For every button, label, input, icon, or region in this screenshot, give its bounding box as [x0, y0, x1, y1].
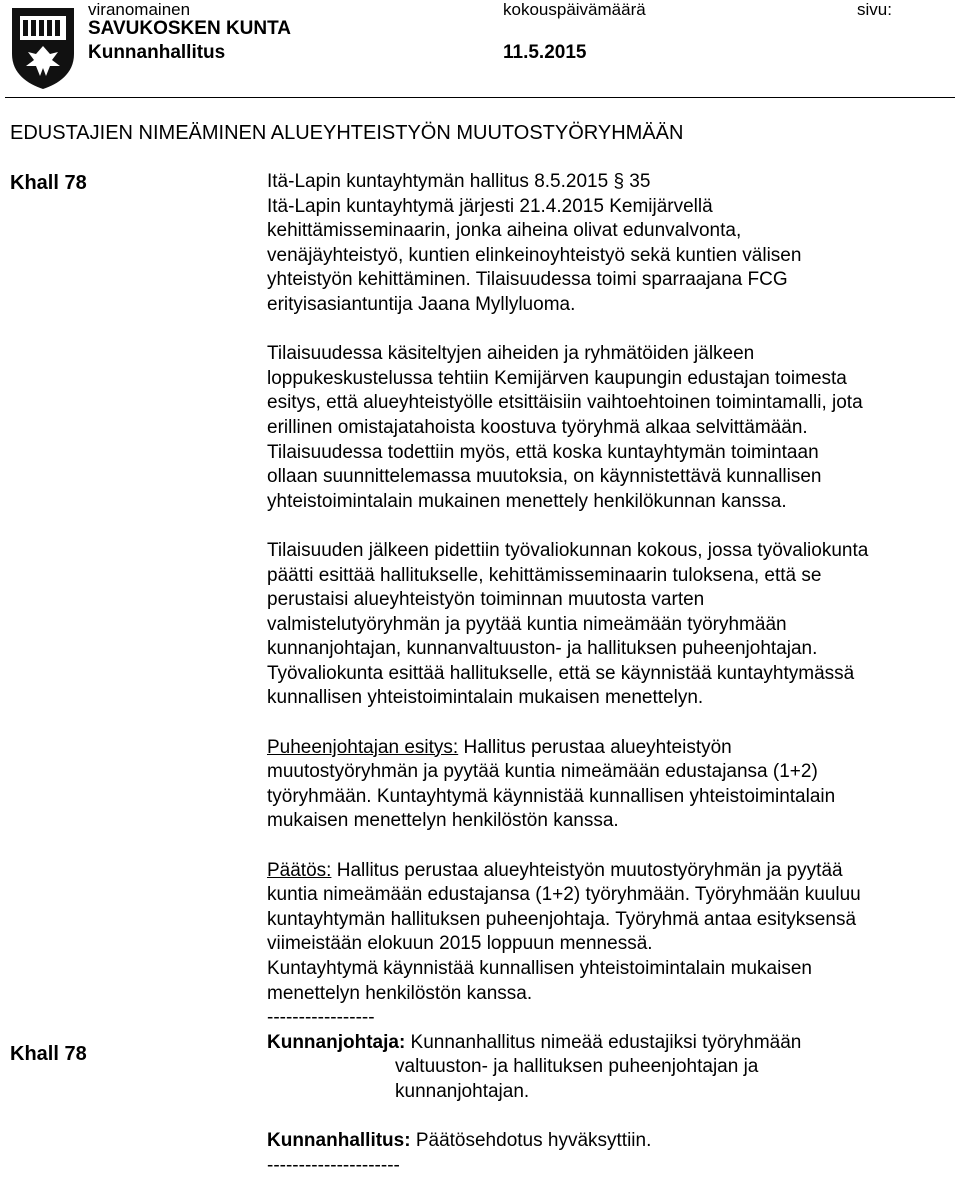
- document-body: [267, 170, 957, 1178]
- board-label: Kunnanhallitus:: [267, 1130, 411, 1152]
- text-line: Itä-Lapin kuntayhtymä järjesti 21.4.2015 Kemijärvellä: [267, 195, 713, 217]
- paragraph-discussion: [267, 342, 957, 514]
- text-line: perustaisi alueyhteistyön toiminnan muutosta varten: [267, 589, 705, 611]
- text-line: kunnanjohtajan, kunnanvaltuuston- ja hallituksen puheenjohtajan.: [267, 638, 818, 660]
- text-line: Itä-Lapin kuntayhtymän hallitus 8.5.2015 § 35: [267, 171, 651, 192]
- text-line: [267, 1129, 957, 1154]
- text-line: muutostyöryhmän ja pyytää kuntia nimeämään edustajansa (1+2): [267, 761, 818, 783]
- header-label-page: sivu:: [857, 0, 892, 19]
- text-line: Tilaisuuden jälkeen pidettiin työvaliokunnan kokous, jossa työvaliokunta: [267, 539, 869, 561]
- text-line: yhteistyön kehittäminen. Tilaisuudessa toimi sparraajana FCG: [267, 269, 788, 291]
- text-line: Tilaisuudessa käsiteltyjen aiheiden ja ryhmätöiden jälkeen: [267, 343, 755, 365]
- municipality-coat-of-arms-logo: [10, 6, 76, 90]
- text-line: päätti esittää hallitukselle, kehittämisseminaarin tuloksena, että se: [267, 564, 822, 586]
- text-line: kehittämisseminaarin, jonka aiheina olivat edunvalvonta,: [267, 220, 742, 242]
- text-line: erityisasiantuntija Jaana Myllyluoma.: [267, 293, 576, 315]
- paragraph-manager-proposal: [267, 1031, 957, 1105]
- section-label: Khall 78: [10, 172, 87, 194]
- text-line: valmistelutyöryhmän ja pyytää kuntia nimeämään työryhmään: [267, 613, 787, 635]
- decision-text: Hallitus perustaa alueyhteistyön muutostyöryhmän ja pyytää: [331, 859, 843, 881]
- text-line: kunnanjohtajan.: [395, 1080, 530, 1102]
- chair-proposal-text: Hallitus perustaa alueyhteistyön: [458, 736, 732, 758]
- document-title: EDUSTAJIEN NIMEÄMINEN ALUEYHTEISTYÖN MUUTOSTYÖRYHMÄÄN: [10, 122, 684, 144]
- paragraph-background: [267, 170, 957, 318]
- text-line: Työvaliokunta esittää hallitukselle, että se käynnistää kuntayhtymässä: [267, 662, 855, 684]
- meeting-date: 11.5.2015: [503, 42, 587, 63]
- paragraph-board-decision: [267, 1129, 957, 1178]
- text-line: ollaan suunnittelemassa muutoksia, on käynnistettävä kunnallisen: [267, 466, 822, 488]
- municipality-name: SAVUKOSKEN KUNTA: [88, 18, 292, 39]
- manager-label: Kunnanjohtaja:: [267, 1031, 406, 1053]
- paragraph-committee: [267, 539, 957, 711]
- text-line: loppukeskustelussa tehtiin Kemijärven kaupungin edustajan toimesta: [267, 367, 847, 389]
- section-label-2: Khall 78: [10, 1043, 87, 1065]
- text-line: yhteistoimintalain mukainen menettely henkilökunnan kanssa.: [267, 490, 787, 512]
- text-line: kunnallisen yhteistoimintalain mukaisen menettelyn.: [267, 687, 704, 709]
- header-label-official: viranomainen: [88, 0, 191, 19]
- text-line: [267, 859, 957, 884]
- text-line: Kuntayhtymä käynnistää kunnallisen yhteistoimintalain mukaisen: [267, 958, 812, 979]
- text-line: kuntia nimeämään edustajansa (1+2) työryhmään. Työryhmään kuuluu: [267, 884, 861, 906]
- text-line: esitys, että alueyhteistyölle etsittäisiin vaihtoehtoinen toimintamalli, jota: [267, 392, 863, 414]
- text-line: erillinen omistajatahoista koostuva työryhmä alkaa selvittämään.: [267, 416, 808, 438]
- text-line: Tilaisuudessa todettiin myös, että koska kuntayhtymän toimintaan: [267, 441, 819, 463]
- paragraph-decision: [267, 859, 957, 1031]
- text-line: menettelyn henkilöstön kanssa.: [267, 982, 533, 1004]
- text-line: [267, 736, 957, 761]
- text-line: valtuuston- ja hallituksen puheenjohtajan ja: [395, 1056, 759, 1078]
- text-line: viimeistään elokuun 2015 loppuun mennessä.: [267, 933, 653, 955]
- header-label-date: kokouspäivämäärä: [503, 0, 646, 19]
- text-line: kuntayhtymän hallituksen puheenjohtaja. Työryhmä antaa esityksensä: [267, 908, 857, 930]
- body-name: Kunnanhallitus: [88, 42, 226, 63]
- separator-line: -----------------: [267, 1007, 375, 1029]
- separator-line: ---------------------: [267, 1154, 400, 1176]
- text-line: venäjäyhteistyö, kuntien elinkeinoyhteistyö sekä kuntien välisen: [267, 244, 802, 266]
- decision-label: Päätös:: [267, 859, 332, 881]
- text-line: työryhmään. Kuntayhtymä käynnistää kunnallisen yhteistoimintalain: [267, 785, 836, 807]
- chair-proposal-label: Puheenjohtajan esitys:: [267, 736, 459, 758]
- text-line: mukaisen menettelyn henkilöstön kanssa.: [267, 810, 619, 832]
- paragraph-chair-proposal: [267, 736, 957, 834]
- header-divider: [5, 97, 955, 98]
- text-line: [267, 1031, 957, 1056]
- manager-text: Kunnanhallitus nimeää edustajiksi työryhmään: [405, 1031, 802, 1053]
- board-text: Päätösehdotus hyväksyttiin.: [410, 1130, 652, 1152]
